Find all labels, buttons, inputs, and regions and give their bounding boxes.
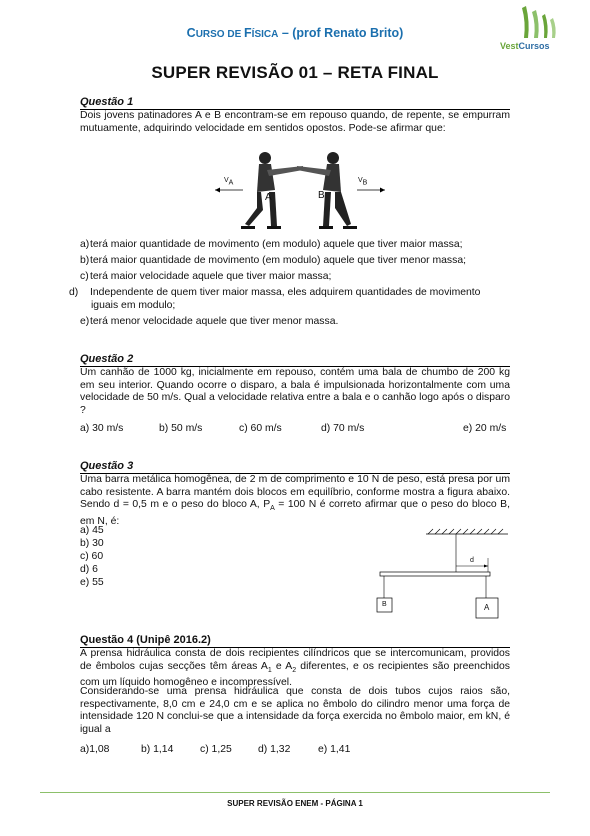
question-3-heading: Questão 3	[80, 460, 510, 474]
question-1-option-d: d) Independente de quem tiver maior massa, eles adquirem quantidades de movimento iguais em modulo;	[69, 287, 481, 311]
question-4-option-d: d) 1,32	[258, 744, 291, 755]
bar-blocks-figure	[372, 528, 512, 622]
question-1-option-a: a)terá maior quantidade de movimento (em modulo) aquele que tiver maior massa;	[80, 239, 463, 250]
question-4-paragraph-2: Considerando-se uma prensa hidráulica que consta de dois tubos cujos raios são, respectivamente, 8,0 cm e 24,0 cm e se aplica no êmbolo do cilindro menor uma força de intensidade 120 N conclui-se que a intensidade da força exercida no êmbolo maior, em kN, é igual a	[80, 686, 510, 735]
question-3-text: Uma barra metálica homogênea, de 2 m de comprimento e 10 N de peso, está presa por um cabo resistente. A barra mantém dois blocos em equilíbrio, conforme mostra a figura abaixo. Sendo d = 0,5 m e o peso do bloco A, $P_A = 100$ N é correto afirmar que o peso do bloco B, em N, é:	[80, 474, 510, 527]
question-2-option-d: d) 70 m/s	[321, 423, 365, 434]
course-title: CURSO DE FÍSICA – (prof Renato Brito)	[186, 26, 404, 40]
question-1-heading: Questão 1	[80, 96, 510, 110]
question-4-heading: Questão 4 (Unipê 2016.2)	[80, 634, 510, 648]
block-a-label: A	[484, 603, 490, 612]
question-3-option-d: d) 6	[80, 564, 98, 575]
skater-a-label: A	[265, 192, 272, 203]
question-4-paragraph-1: A prensa hidráulica consta de dois recipientes cilíndricos que se intercomunicam, providos de êmbolos cujas secções têm áreas $A_1$ e $A_2$ diferentes, e os recipientes são preenchidos com um líquido homogêneo e incompressível.	[80, 648, 510, 689]
question-4-option-e: e) 1,41	[318, 744, 351, 755]
question-2-option-e: e) 20 m/s	[463, 423, 507, 434]
block-b-label: B	[382, 601, 387, 608]
question-2-text: Um canhão de 1000 kg, inicialmente em repouso, contém uma bala de chumbo de 200 kg em seu interior. Quando ocorre o disparo, a bala é impulsionada horizontalmente com uma velocidade de 50 m/s. Qual a velocidade relativa entre a bala e o canhão logo após o disparo ?	[80, 367, 510, 416]
question-2-option-c: c) 60 m/s	[239, 423, 282, 434]
question-1-option-e: e)terá menor velocidade aquele que tiver menor massa.	[80, 316, 339, 327]
question-4-option-a: a)1,08	[80, 744, 110, 755]
skater-b-label: B	[318, 190, 325, 201]
question-1-text: Dois jovens patinadores A e B encontram-se em repouso quando, de repente, se empurram mutuamente, adquirindo velocidade em sentidos opostos. Pode-se afirmar que:	[80, 110, 510, 134]
question-3-option-e: e) 55	[80, 577, 104, 588]
question-2-heading: Questão 2	[80, 353, 510, 367]
footer-divider	[40, 792, 550, 793]
question-1-option-b: b)terá maior quantidade de movimento (em modulo) aquele que tiver menor massa;	[80, 255, 466, 266]
logo-text: VestCursos	[500, 41, 550, 51]
question-2-option-b: b) 50 m/s	[159, 423, 203, 434]
question-2-option-a: a) 30 m/s	[80, 423, 124, 434]
velocity-b-label: $V_B$	[358, 177, 368, 187]
distance-d-label: d	[470, 557, 474, 564]
page-footer: SUPER REVISÃO ENEM - PÁGINA 1	[227, 799, 363, 808]
question-1-option-c: c)terá maior velocidade aquele que tiver maior massa;	[80, 271, 332, 282]
question-3-option-b: b) 30	[80, 538, 104, 549]
page-title: SUPER REVISÃO 01 – RETA FINAL	[151, 63, 439, 82]
question-3-option-c: c) 60	[80, 551, 104, 562]
question-4-option-b: b) 1,14	[141, 744, 174, 755]
question-4-option-c: c) 1,25	[200, 744, 232, 755]
skaters-figure	[205, 148, 395, 236]
question-3-option-a: a) 45	[80, 525, 104, 536]
velocity-a-label: $V_A$	[224, 177, 234, 187]
